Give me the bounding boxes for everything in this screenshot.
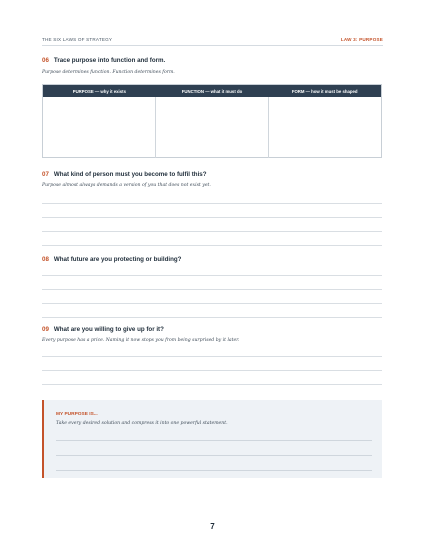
question-08-text: What future are you protecting or building? <box>53 256 182 263</box>
answer-line[interactable] <box>42 356 382 357</box>
column-header-purpose: PURPOSE — why it exists <box>72 88 126 94</box>
page-number: 7 <box>210 522 215 531</box>
table-header <box>43 85 381 97</box>
question-06-subtitle: Purpose determines function. Function determines form. <box>42 70 175 75</box>
book-title: THE SIX LAWS OF STRATEGY <box>42 36 113 42</box>
answer-line[interactable] <box>42 217 382 218</box>
question-07-text: What kind of person must you become to fulfil this? <box>53 171 207 178</box>
question-08-title <box>42 256 181 263</box>
answer-line[interactable] <box>42 370 382 371</box>
answer-line[interactable] <box>42 317 382 318</box>
purpose-statement-callout <box>42 400 382 478</box>
callout-answer-line[interactable] <box>56 455 372 456</box>
column-header-form: FORM — how it must be shaped <box>291 88 358 94</box>
callout-answer-line[interactable] <box>56 440 372 441</box>
question-07-subtitle: Purpose almost always demands a version of you that does not exist yet. <box>42 183 211 188</box>
question-09-title <box>42 326 164 333</box>
question-06-title <box>42 57 165 64</box>
question-08-number: 08 <box>42 256 49 263</box>
chapter-label: LAW 3: PURPOSE <box>340 36 383 42</box>
answer-line[interactable] <box>42 231 382 232</box>
question-09-number: 09 <box>42 326 49 333</box>
question-09-text: What are you willing to give up for it? <box>53 326 164 333</box>
table-body <box>43 97 381 158</box>
form-cell[interactable] <box>269 97 381 158</box>
question-07-title <box>42 171 207 178</box>
question-09-subtitle: Every purpose has a price. Naming it now stops you from being surprised by it later. <box>42 338 240 343</box>
answer-line[interactable] <box>42 384 382 385</box>
question-06-number: 06 <box>42 57 49 64</box>
answer-line[interactable] <box>42 203 382 204</box>
answer-line[interactable] <box>42 289 382 290</box>
callout-answer-line[interactable] <box>56 470 372 471</box>
answer-line[interactable] <box>42 275 382 276</box>
callout-subtitle: Take every desired solution and compress it into one powerful statement. <box>56 421 228 426</box>
question-07-number: 07 <box>42 171 49 178</box>
callout-title: MY PURPOSE IS... <box>56 412 98 417</box>
header-divider <box>42 45 383 46</box>
purpose-cell[interactable] <box>43 97 156 158</box>
function-cell[interactable] <box>156 97 269 158</box>
answer-line[interactable] <box>42 245 382 246</box>
page-header <box>42 34 383 44</box>
question-06-text: Trace purpose into function and form. <box>53 57 166 64</box>
column-header-function: FUNCTION — what it must do <box>181 88 243 94</box>
answer-line[interactable] <box>42 303 382 304</box>
purpose-function-form-table <box>42 84 382 158</box>
